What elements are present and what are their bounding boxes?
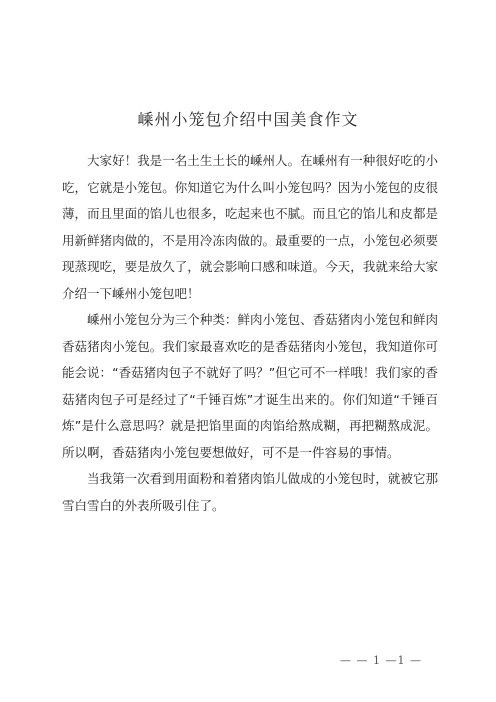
paragraph-2: 嵊州小笼包分为三个种类：鲜肉小笼包、香菇猪肉小笼包和鲜肉香菇猪肉小笼包。我们家最喜欢吃的是香菇猪肉小笼包，我知道你可能会说：“香菇猪肉包子不就好了吗？”但它可不一样哦！我们家的香菇猪肉包子可是经过了“千锤百炼”才诞生出来的。你们知道“千锤百炼”是什么意思吗？就是把馅里面的肉馅给熬成糊，再把糊熬成泥。所以啊，香菇猪肉小笼包要想做好，可不是一件容易的事情。 (62, 312, 438, 460)
page-number-footer: — — 1 —1 — (340, 654, 422, 667)
paragraph-3: 当我第一次看到用面粉和着猪肉馅儿做成的小笼包时，就被它那雪白雪白的外表所吸引住了。 (62, 471, 438, 513)
document-body (62, 148, 438, 519)
document-title: 嵊州小笼包介绍中国美食作文 (137, 110, 359, 129)
paragraph-1: 大家好！我是一名土生土长的嵊州人。在嵊州有一种很好吃的小吃，它就是小笼包。你知道它为什么叫小笼包吗？因为小笼包的皮很薄，而且里面的馅儿也很多，吃起来也不腻。而且它的馅儿和皮都是用新鲜猪肉做的，不是用冷冻肉做的。最重要的一点，小笼包必须要现蒸现吃，要是放久了，就会影响口感和味道。今天，我就来给大家介绍一下嵊州小笼包吧！ (62, 153, 438, 301)
